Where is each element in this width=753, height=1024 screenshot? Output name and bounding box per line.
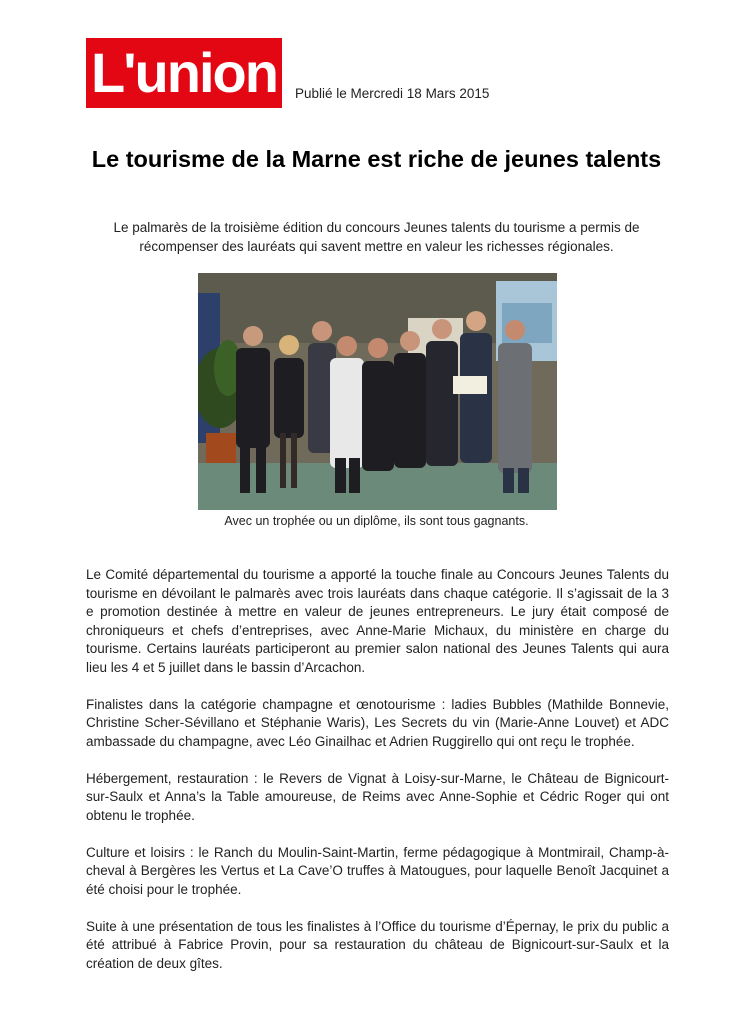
article-paragraph: Hébergement, restauration : le Revers de Vignat à Loisy-sur-Marne, le Château de Bignicourt-sur-Saulx et Anna’s la Table amoureuse, de Reims avec Anne-Sophie et Cédric Roger qui ont obtenu le trophée. [86, 770, 669, 823]
article-paragraph: Culture et loisirs : le Ranch du Moulin-Saint-Martin, ferme pédagogique à Montmirail, Champ-à-cheval à Bergères les Vertus et La Cave’O truffes à Matougues, pour laquelle Benoît Jacquinet a été choisi pour le trophée. [86, 844, 669, 897]
article-paragraph: Le Comité départemental du tourisme a apporté la touche finale au Concours Jeunes Talents du tourisme en dévoilant le palmarès avec trois lauréats dans chaque catégorie. Il s’agissait de la 3 e promotion destinée à mettre en valeur de jeunes entrepreneurs. Le jury était composé de chroniqueurs et chefs d’entreprises, avec Anne-Marie Michaux, du ministère en charge du tourisme. Certains lauréats participeront au premier salon national des Jeunes Talents qui aura lieu les 4 et 5 juillet dans le bassin d’Arcachon. [86, 567, 669, 675]
article-paragraph: Finalistes dans la catégorie champagne et œnotourisme : ladies Bubbles (Mathilde Bonnevie, Christine Scher-Sévillano et Stéphanie Waris), Les Secrets du vin (Marie-Anne Louvet) et ADC ambassade du champagne, avec Léo Ginailhac et Adrien Ruggirello qui ont reçu le trophée. [86, 696, 669, 749]
photo-caption: Avec un trophée ou un diplôme, ils sont tous gagnants. [224, 514, 529, 528]
newspaper-logo: L'union [86, 38, 282, 108]
publication-date: Publié le Mercredi 18 Mars 2015 [295, 86, 490, 101]
article-title: Le tourisme de la Marne est riche de jeunes talents [91, 146, 662, 172]
article-body [86, 566, 669, 992]
article-paragraph: Suite à une présentation de tous les finalistes à l’Office du tourisme d’Épernay, le prix du public a été attribué à Fabrice Provin, pour sa restauration du château de Bignicourt-sur-Saulx et la création de deux gîtes. [86, 918, 669, 971]
article-photo [198, 273, 557, 510]
article-lead: Le palmarès de la troisième édition du concours Jeunes talents du tourisme a permis de récompenser des lauréats qui savent mettre en valeur les richesses régionales. [113, 220, 640, 254]
